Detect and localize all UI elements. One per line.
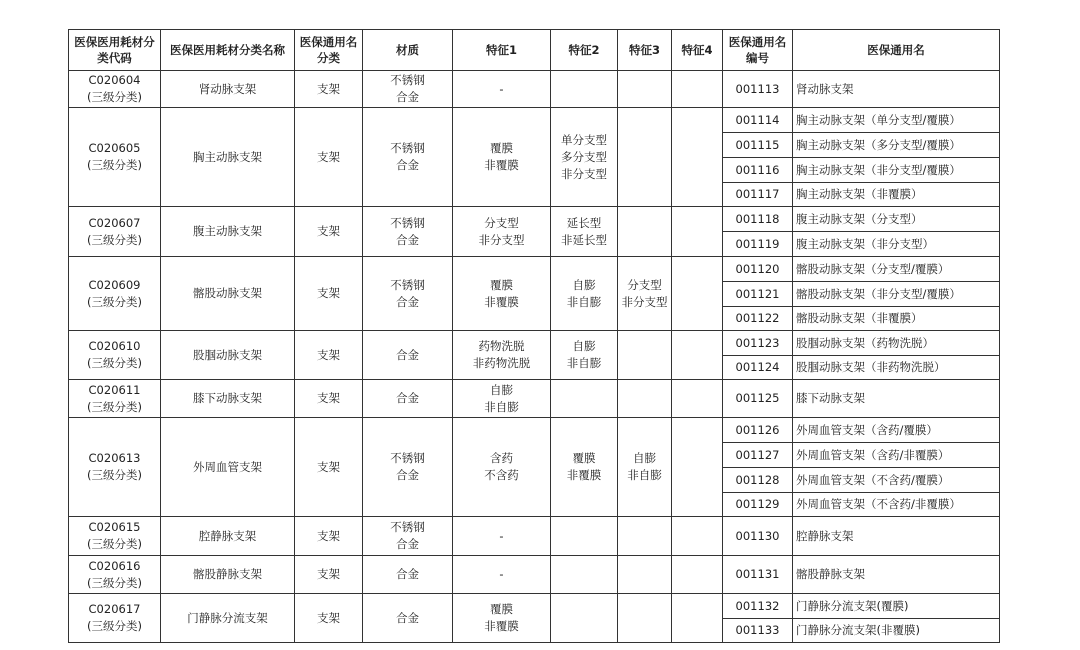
feature-4-cell xyxy=(672,556,723,594)
table-row xyxy=(69,594,1000,619)
feature-1-cell xyxy=(453,380,551,418)
generic-id: 001120 xyxy=(723,257,793,282)
feature-1-cell-line: - xyxy=(499,528,504,543)
generic-category: 支架 xyxy=(295,380,363,418)
generic-name: 胸主动脉支架（非分支型/覆膜） xyxy=(793,158,1000,183)
feature-2-cell xyxy=(551,207,618,257)
generic-id: 001113 xyxy=(723,71,793,108)
generic-name: 胸主动脉支架（多分支型/覆膜） xyxy=(793,133,1000,158)
table-row xyxy=(69,556,1000,594)
feature-1-cell-line: 覆膜 xyxy=(490,277,513,292)
feature-1-cell-line: 含药 xyxy=(490,451,513,465)
material-cell xyxy=(363,594,453,643)
header-feature-4: 特征4 xyxy=(672,30,723,71)
feature-1-cell-line: 自膨 xyxy=(490,382,513,397)
feature-1-cell-line: 非药物洗脱 xyxy=(472,356,531,370)
feature-3-cell xyxy=(618,331,672,380)
feature-2-cell-line: 非自膨 xyxy=(566,356,602,370)
feature-3-cell xyxy=(618,556,672,594)
material-cell-line: 不锈钢 xyxy=(390,215,425,230)
material-cell xyxy=(363,331,453,380)
material-cell xyxy=(363,517,453,556)
generic-name: 外周血管支架（含药/非覆膜） xyxy=(793,443,1000,468)
generic-id: 001125 xyxy=(723,380,793,418)
generic-name: 股腘动脉支架（非药物洗脱） xyxy=(793,356,1000,380)
header-material: 材质 xyxy=(363,30,453,71)
category-level: (三级分类) xyxy=(87,232,142,247)
category-name: 门静脉分流支架 xyxy=(161,594,295,643)
feature-4-cell xyxy=(672,418,723,517)
feature-1-cell-line: 覆膜 xyxy=(490,602,513,616)
table-row xyxy=(69,71,1000,108)
feature-2-cell-line: 自膨 xyxy=(572,339,596,353)
device-classification-table xyxy=(68,29,1000,643)
feature-1-cell-line: 覆膜 xyxy=(490,141,513,155)
generic-name: 腹主动脉支架（分支型） xyxy=(793,207,1000,232)
header-row xyxy=(69,30,1000,71)
category-name: 肾动脉支架 xyxy=(161,71,295,108)
feature-4-cell xyxy=(672,380,723,418)
feature-3-cell xyxy=(618,594,672,643)
table-row xyxy=(69,380,1000,418)
feature-2-cell-line: 延长型 xyxy=(566,215,602,230)
feature-2-cell-line: 自膨 xyxy=(572,277,596,292)
generic-name: 髂股动脉支架（非覆膜） xyxy=(793,307,1000,331)
feature-3-cell xyxy=(618,517,672,556)
feature-3-cell-line: 自膨 xyxy=(633,451,656,465)
generic-name: 髂股静脉支架 xyxy=(793,556,1000,594)
feature-1-cell-line: 分支型 xyxy=(484,215,519,230)
feature-1-cell xyxy=(453,418,551,517)
feature-4-cell xyxy=(672,594,723,643)
feature-1-cell-line: 非覆膜 xyxy=(484,158,519,172)
feature-1-cell xyxy=(453,331,551,380)
generic-category: 支架 xyxy=(295,108,363,207)
material-cell xyxy=(363,108,453,207)
generic-name: 股腘动脉支架（药物洗脱） xyxy=(793,331,1000,356)
generic-name: 胸主动脉支架（非覆膜） xyxy=(793,183,1000,207)
category-code-cell xyxy=(69,331,161,380)
category-code: C020615 xyxy=(88,520,141,534)
feature-4-cell xyxy=(672,108,723,207)
generic-category: 支架 xyxy=(295,331,363,380)
feature-3-cell xyxy=(618,380,672,418)
feature-3-cell-line: 非分支型 xyxy=(621,294,668,309)
header-generic-id: 医保通用名编号 xyxy=(723,30,793,71)
feature-1-cell-line: 非分支型 xyxy=(478,232,525,247)
feature-1-cell-line: 不含药 xyxy=(484,468,519,482)
material-cell xyxy=(363,556,453,594)
table-row xyxy=(69,517,1000,556)
material-cell xyxy=(363,380,453,418)
feature-2-cell-line: 多分支型 xyxy=(561,149,607,164)
generic-name: 髂股动脉支架（分支型/覆膜） xyxy=(793,257,1000,282)
material-cell-line: 合金 xyxy=(396,232,419,247)
feature-1-cell xyxy=(453,108,551,207)
feature-2-cell-line: 非自膨 xyxy=(566,294,602,309)
generic-name: 腔静脉支架 xyxy=(793,517,1000,556)
generic-id: 001119 xyxy=(723,232,793,257)
category-code-cell xyxy=(69,108,161,207)
category-code: C020613 xyxy=(88,451,141,465)
generic-id: 001124 xyxy=(723,356,793,380)
feature-3-cell xyxy=(618,257,672,331)
category-level: (三级分类) xyxy=(87,356,142,370)
header-feature-3: 特征3 xyxy=(618,30,672,71)
category-level: (三级分类) xyxy=(87,575,142,590)
category-level: (三级分类) xyxy=(87,294,142,309)
feature-3-cell xyxy=(618,108,672,207)
generic-id: 001122 xyxy=(723,307,793,331)
category-name: 股腘动脉支架 xyxy=(161,331,295,380)
generic-id: 001130 xyxy=(723,517,793,556)
generic-category: 支架 xyxy=(295,207,363,257)
category-code: C020610 xyxy=(88,339,141,353)
category-level: (三级分类) xyxy=(87,619,142,633)
generic-id: 001126 xyxy=(723,418,793,443)
generic-id: 001128 xyxy=(723,468,793,493)
material-cell xyxy=(363,418,453,517)
material-cell xyxy=(363,257,453,331)
feature-3-cell-line: 非自膨 xyxy=(627,468,662,482)
feature-4-cell xyxy=(672,207,723,257)
generic-category: 支架 xyxy=(295,71,363,108)
material-cell-line: 合金 xyxy=(396,537,419,551)
generic-category: 支架 xyxy=(295,517,363,556)
table-row xyxy=(69,257,1000,282)
feature-2-cell xyxy=(551,594,618,643)
material-cell-line: 合金 xyxy=(396,90,419,104)
generic-name: 门静脉分流支架(覆膜) xyxy=(793,594,1000,619)
feature-1-cell xyxy=(453,207,551,257)
feature-1-cell-line: 非覆膜 xyxy=(484,619,519,633)
table-row xyxy=(69,331,1000,356)
header-feature-2: 特征2 xyxy=(551,30,618,71)
generic-id: 001132 xyxy=(723,594,793,619)
category-name: 髂股静脉支架 xyxy=(161,556,295,594)
category-code: C020611 xyxy=(88,382,141,397)
feature-3-cell xyxy=(618,71,672,108)
generic-name: 膝下动脉支架 xyxy=(793,380,1000,418)
feature-1-cell-line: - xyxy=(499,81,504,96)
category-name: 腔静脉支架 xyxy=(161,517,295,556)
category-code: C020605 xyxy=(88,141,141,155)
feature-2-cell xyxy=(551,517,618,556)
generic-name: 腹主动脉支架（非分支型） xyxy=(793,232,1000,257)
category-name: 髂股动脉支架 xyxy=(161,257,295,331)
table-row xyxy=(69,207,1000,232)
feature-1-cell xyxy=(453,594,551,643)
feature-3-cell xyxy=(618,207,672,257)
category-code: C020604 xyxy=(88,73,141,87)
material-cell-line: 不锈钢 xyxy=(390,141,425,155)
header-category-name: 医保医用耗材分类名称 xyxy=(161,30,295,71)
feature-1-cell-line: 药物洗脱 xyxy=(478,339,525,353)
category-code: C020616 xyxy=(88,558,141,573)
material-cell-line: 合金 xyxy=(396,610,419,625)
category-name: 胸主动脉支架 xyxy=(161,108,295,207)
generic-id: 001123 xyxy=(723,331,793,356)
category-code: C020609 xyxy=(88,277,141,292)
feature-4-cell xyxy=(672,257,723,331)
feature-3-cell-line: 分支型 xyxy=(627,277,662,292)
header-generic-category: 医保通用名分类 xyxy=(295,30,363,71)
category-code: C020617 xyxy=(88,602,141,616)
feature-2-cell xyxy=(551,418,618,517)
feature-4-cell xyxy=(672,517,723,556)
feature-1-cell-line: - xyxy=(499,567,504,581)
feature-2-cell xyxy=(551,380,618,418)
category-code-cell xyxy=(69,380,161,418)
generic-id: 001115 xyxy=(723,133,793,158)
material-cell-line: 不锈钢 xyxy=(390,277,425,292)
generic-id: 001118 xyxy=(723,207,793,232)
material-cell-line: 合金 xyxy=(396,347,419,362)
generic-category: 支架 xyxy=(295,257,363,331)
feature-1-cell xyxy=(453,257,551,331)
generic-id: 001129 xyxy=(723,493,793,517)
table-row xyxy=(69,108,1000,133)
category-code-cell xyxy=(69,517,161,556)
generic-id: 001133 xyxy=(723,619,793,643)
category-level: (三级分类) xyxy=(87,399,142,414)
material-cell-line: 不锈钢 xyxy=(390,451,425,465)
generic-name: 门静脉分流支架(非覆膜) xyxy=(793,619,1000,643)
category-code-cell xyxy=(69,418,161,517)
generic-id: 001121 xyxy=(723,282,793,307)
category-level: (三级分类) xyxy=(87,468,142,482)
material-cell-line: 合金 xyxy=(396,294,419,309)
feature-1-cell-line: 非覆膜 xyxy=(484,294,519,309)
generic-category: 支架 xyxy=(295,594,363,643)
generic-name: 外周血管支架（不含药/非覆膜） xyxy=(793,493,1000,517)
generic-name: 肾动脉支架 xyxy=(793,71,1000,108)
category-code-cell xyxy=(69,556,161,594)
header-generic-name: 医保通用名 xyxy=(793,30,1000,71)
category-name: 膝下动脉支架 xyxy=(161,380,295,418)
material-cell xyxy=(363,71,453,108)
generic-category: 支架 xyxy=(295,556,363,594)
feature-1-cell xyxy=(453,556,551,594)
generic-id: 001114 xyxy=(723,108,793,133)
generic-id: 001127 xyxy=(723,443,793,468)
category-name: 腹主动脉支架 xyxy=(161,207,295,257)
feature-4-cell xyxy=(672,331,723,380)
feature-2-cell-line: 非分支型 xyxy=(561,166,607,181)
category-level: (三级分类) xyxy=(87,158,142,172)
category-code: C020607 xyxy=(88,215,141,230)
category-code-cell xyxy=(69,207,161,257)
feature-1-cell-line: 非自膨 xyxy=(484,399,519,414)
header-category-code: 医保医用耗材分类代码 xyxy=(69,30,161,71)
material-cell-line: 合金 xyxy=(396,567,419,581)
category-level: (三级分类) xyxy=(87,537,142,551)
generic-category: 支架 xyxy=(295,418,363,517)
feature-2-cell-line: 覆膜 xyxy=(572,451,596,465)
generic-id: 001117 xyxy=(723,183,793,207)
feature-2-cell-line: 非延长型 xyxy=(561,232,607,247)
feature-1-cell xyxy=(453,71,551,108)
generic-id: 001116 xyxy=(723,158,793,183)
feature-2-cell-line: 非覆膜 xyxy=(566,468,602,482)
header-feature-1: 特征1 xyxy=(453,30,551,71)
feature-2-cell xyxy=(551,331,618,380)
generic-id: 001131 xyxy=(723,556,793,594)
category-level: (三级分类) xyxy=(87,90,142,104)
feature-3-cell xyxy=(618,418,672,517)
feature-2-cell xyxy=(551,108,618,207)
table-row xyxy=(69,418,1000,443)
category-code-cell xyxy=(69,594,161,643)
category-name: 外周血管支架 xyxy=(161,418,295,517)
feature-2-cell xyxy=(551,257,618,331)
generic-name: 外周血管支架（不含药/覆膜） xyxy=(793,468,1000,493)
material-cell-line: 合金 xyxy=(396,468,419,482)
generic-name: 髂股动脉支架（非分支型/覆膜） xyxy=(793,282,1000,307)
material-cell xyxy=(363,207,453,257)
category-code-cell xyxy=(69,71,161,108)
feature-4-cell xyxy=(672,71,723,108)
material-cell-line: 不锈钢 xyxy=(390,520,425,534)
feature-2-cell xyxy=(551,71,618,108)
material-cell-line: 不锈钢 xyxy=(390,73,425,87)
generic-name: 外周血管支架（含药/覆膜） xyxy=(793,418,1000,443)
category-code-cell xyxy=(69,257,161,331)
generic-name: 胸主动脉支架（单分支型/覆膜） xyxy=(793,108,1000,133)
feature-1-cell xyxy=(453,517,551,556)
feature-2-cell xyxy=(551,556,618,594)
material-cell-line: 合金 xyxy=(396,391,419,405)
material-cell-line: 合金 xyxy=(396,158,419,172)
feature-2-cell-line: 单分支型 xyxy=(561,132,607,147)
